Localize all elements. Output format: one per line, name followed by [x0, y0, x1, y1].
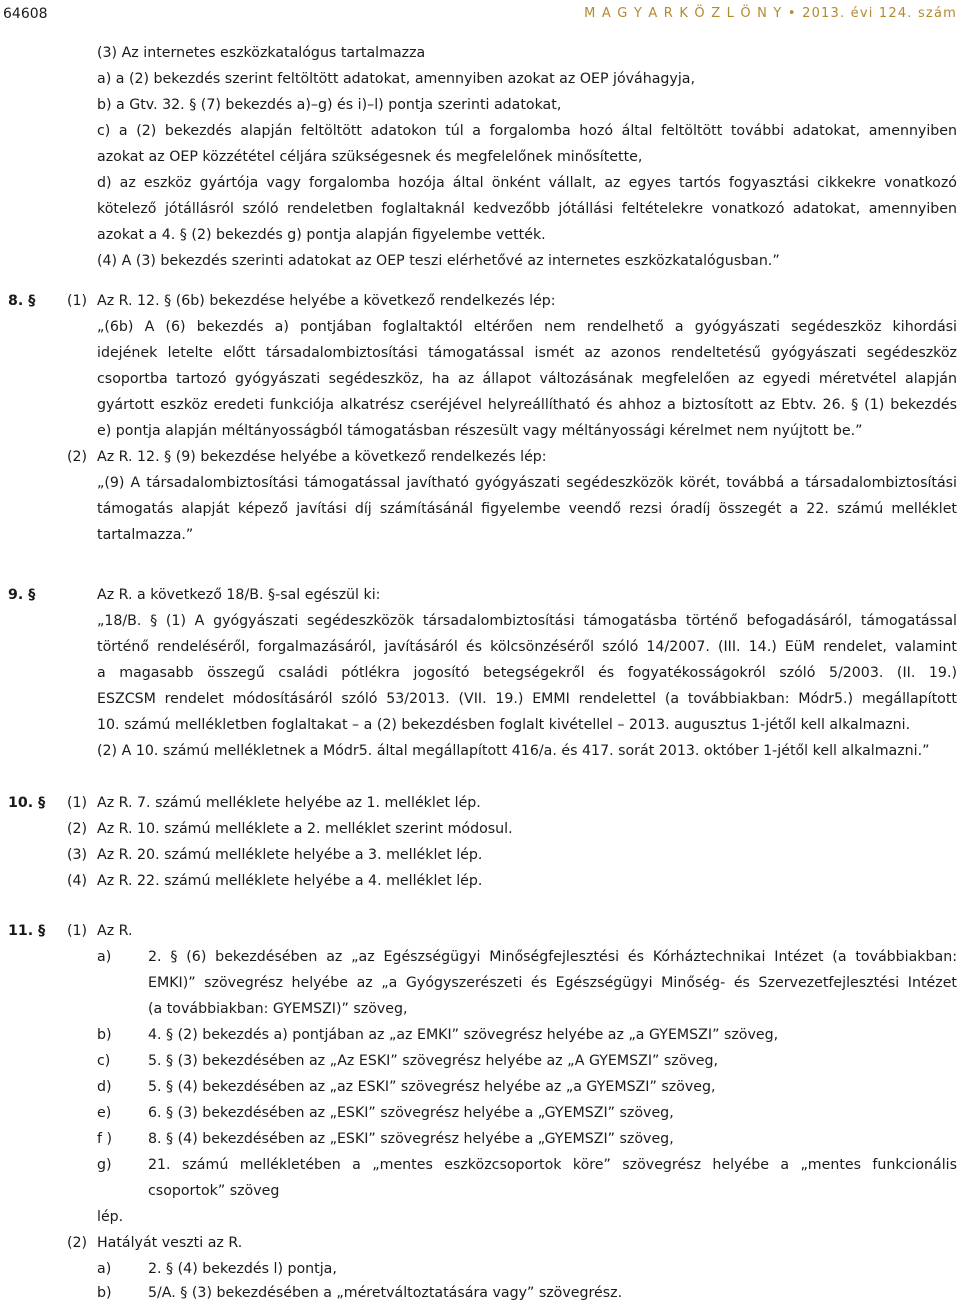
point-g-line-2: csoportok” szöveg — [148, 1183, 280, 1199]
point-d-line-1: d) az eszköz gyártója vagy forgalomba hozója által önként vállalt, az egyes tartós fogyasztási cikkekre vonatkozó — [97, 175, 957, 191]
point-c-text: 5. § (3) bekezdésében az „Az ESKI” szövegrész helyébe az „A GYEMSZI” szöveg, — [148, 1053, 719, 1069]
point-f-label: f ) — [97, 1131, 113, 1147]
section-9-quote-line-1: „18/B. § (1) A gyógyászati segédeszközök társadalombiztosítási támogatásba történő befogadásáról, támogatással — [97, 613, 957, 629]
point-c-line-2: azokat az OEP közzététel céljára szükségesnek és megfelelőnek minősítette, — [97, 149, 643, 165]
point-d-line-3: azokat a 4. § (2) bekezdés g) pontja alapján figyelembe vették. — [97, 227, 546, 243]
point-f-text: 8. § (4) bekezdésében az „ESKI” szövegrész helyébe a „GYEMSZI” szöveg, — [148, 1131, 674, 1147]
point-b-text: 4. § (2) bekezdés a) pontjában az „az EMKI” szövegrész helyébe az „a GYEMSZI” szöveg, — [148, 1027, 779, 1043]
journal-title: M A G Y A R K Ö Z L Ö N Y • 2013. évi 124. szám — [584, 6, 957, 21]
point-e-text: 6. § (3) bekezdésében az „ESKI” szövegrész helyébe a „GYEMSZI” szöveg, — [148, 1105, 674, 1121]
section-8-para-2-text: Az R. 12. § (9) bekezdése helyébe a következő rendelkezés lép: — [97, 449, 547, 465]
point-d-text: 5. § (4) bekezdésében az „az ESKI” szövegrész helyébe az „a GYEMSZI” szöveg, — [148, 1079, 716, 1095]
section-8-para-1-text: Az R. 12. § (6b) bekezdése helyébe a következő rendelkezés lép: — [97, 293, 556, 309]
section-9-text: Az R. a következő 18/B. §-sal egészül ki: — [97, 587, 381, 603]
point-g-label: g) — [97, 1157, 112, 1173]
section-10-item-label: (1) — [67, 795, 88, 811]
point-b: b) a Gtv. 32. § (7) bekezdés a)–g) és i)–l) pontja szerinti adatokat, — [97, 97, 562, 113]
point-a-line-1: 2. § (6) bekezdésében az „az Egészségügyi Minőségfejlesztési és Kórháztechnikai Intézet (a továbbiakban: — [148, 949, 957, 965]
section-8-para-2-label: (2) — [67, 449, 88, 465]
section-8-quote-2-line-1: „(9) A társadalombiztosítási támogatással javítható gyógyászati segédeszközök körét, továbbá a társadalombiztosítási — [97, 475, 957, 491]
section-9-number: 9. § — [8, 587, 36, 603]
section-8-quote-1-line-1: „(6b) A (6) bekezdés a) pontjában foglaltaktól eltérően nem rendelhető a gyógyászati segédeszköz kihordási — [97, 319, 957, 335]
point-d-line-2: kötelező jótállásról szóló rendeletben foglaltaknál kedvezőbb jótállási feltételekre vonatkozó adatokat, amennyiben — [97, 201, 957, 217]
repeal-point-a-text: 2. § (4) bekezdés l) pontja, — [148, 1261, 337, 1277]
section-11-para-2-text: Hatályát veszti az R. — [97, 1235, 243, 1251]
section-8-quote-1-line-4: gyártott eszköz eredeti funkciója alkatrész cseréjével helyreállítható és ahhoz a biztosított az Ebtv. 26. § (1) bekezdés — [97, 397, 957, 413]
section-8-para-1-label: (1) — [67, 293, 88, 309]
repeal-point-b-text: 5/A. § (3) bekezdésében a „méretváltoztatására vagy” szövegrész. — [148, 1285, 623, 1301]
section-8-quote-2-line-2: támogatás alapját képező javítási díj számításánál figyelembe veendő rezsi óradíj összegét a 22. számú melléklet — [97, 501, 957, 517]
paragraph-3-title: (3) Az internetes eszközkatalógus tartalmazza — [97, 45, 426, 61]
point-c-label: c) — [97, 1053, 111, 1069]
point-g-line-1: 21. számú mellékletében a „mentes eszközcsoportok köre” szövegrész helyébe a „mentes funkcionális — [148, 1157, 957, 1173]
point-a-line-2: EMKI)” szövegrész helyébe az „a Gyógyszerészeti és Egészségügyi Minőség- és Szervezetfejlesztési Intézet — [148, 975, 957, 991]
point-a: a) a (2) bekezdés szerint feltöltött adatokat, amennyiben azokat az OEP jóváhagyja, — [97, 71, 695, 87]
section-11-number: 11. § — [8, 923, 46, 939]
section-9-quote-line-3: a magasabb összegű családi pótlékra jogosító betegségekről és fogyatékosságokról szóló 5/2003. (II. 19.) — [97, 665, 957, 681]
point-e-label: e) — [97, 1105, 112, 1121]
page-number: 64608 — [3, 6, 48, 22]
section-10-item-text: Az R. 7. számú melléklete helyébe az 1. melléklet lép. — [97, 795, 481, 811]
section-10-item-label: (2) — [67, 821, 88, 837]
section-10-item-text: Az R. 22. számú melléklete helyébe a 4. melléklet lép. — [97, 873, 483, 889]
section-10-item-label: (4) — [67, 873, 88, 889]
repeal-point-b-label: b) — [97, 1285, 112, 1301]
section-9-quote-line-4: ESZCSM rendelet módosításáról szóló 53/2013. (VII. 19.) EMMI rendelettel (a továbbiakban: Módr5.) megállapított — [97, 691, 957, 707]
section-10-number: 10. § — [8, 795, 46, 811]
page-header — [0, 0, 960, 26]
point-a-label: a) — [97, 949, 112, 965]
section-10-item-text: Az R. 10. számú melléklete a 2. melléklet szerint módosul. — [97, 821, 513, 837]
section-8-quote-2-line-3: tartalmazza.” — [97, 527, 194, 543]
point-b-label: b) — [97, 1027, 112, 1043]
section-9-quote-line-6: (2) A 10. számú mellékletnek a Módr5. által megállapított 416/a. és 417. sorát 2013. október 1-jétől kell alkalmazni.” — [97, 743, 930, 759]
closing-lep: lép. — [97, 1209, 124, 1225]
section-10-item-label: (3) — [67, 847, 88, 863]
point-c-line-1: c) a (2) bekezdés alapján feltöltött adatokon túl a forgalomba hozó által feltöltött további adatokat, amennyiben — [97, 123, 957, 139]
section-8-quote-1-line-3: csoportba tartozó gyógyászati segédeszköz, ha az állapot változásának megfelelően az egyedi méretvétel alapján — [97, 371, 957, 387]
section-9-quote-line-2: történő rendeléséről, forgalmazásáról, javításáról és kölcsönzéséről szóló 14/2007. (III. 14.) EüM rendelet, valamint — [97, 639, 957, 655]
section-11-para-1-label: (1) — [67, 923, 88, 939]
point-d-label: d) — [97, 1079, 112, 1095]
section-10-item-text: Az R. 20. számú melléklete helyébe a 3. melléklet lép. — [97, 847, 483, 863]
point-a-line-3: (a továbbiakban: GYEMSZI)” szöveg, — [148, 1001, 408, 1017]
paragraph-4: (4) A (3) bekezdés szerinti adatokat az OEP teszi elérhetővé az internetes eszközkatalógusban.” — [97, 253, 780, 269]
section-8-quote-1-line-2: idejének letelte előtt társadalombiztosítási támogatással ismét az azonos rendeltetésű gyógyászati segédeszköz — [97, 345, 957, 361]
section-8-quote-1-line-5: e) pontja alapján méltányosságból támogatásban részesült vagy méltányossági kérelmet nem nyújtott be.” — [97, 423, 863, 439]
section-11-para-1-text: Az R. — [97, 923, 133, 939]
section-9-quote-line-5: 10. számú mellékletben foglaltakat – a (2) bekezdésben foglalt kivétellel – 2013. augusztus 1-jétől kell alkalmazni. — [97, 717, 911, 733]
repeal-point-a-label: a) — [97, 1261, 112, 1277]
section-11-para-2-label: (2) — [67, 1235, 88, 1251]
section-8-number: 8. § — [8, 293, 36, 309]
